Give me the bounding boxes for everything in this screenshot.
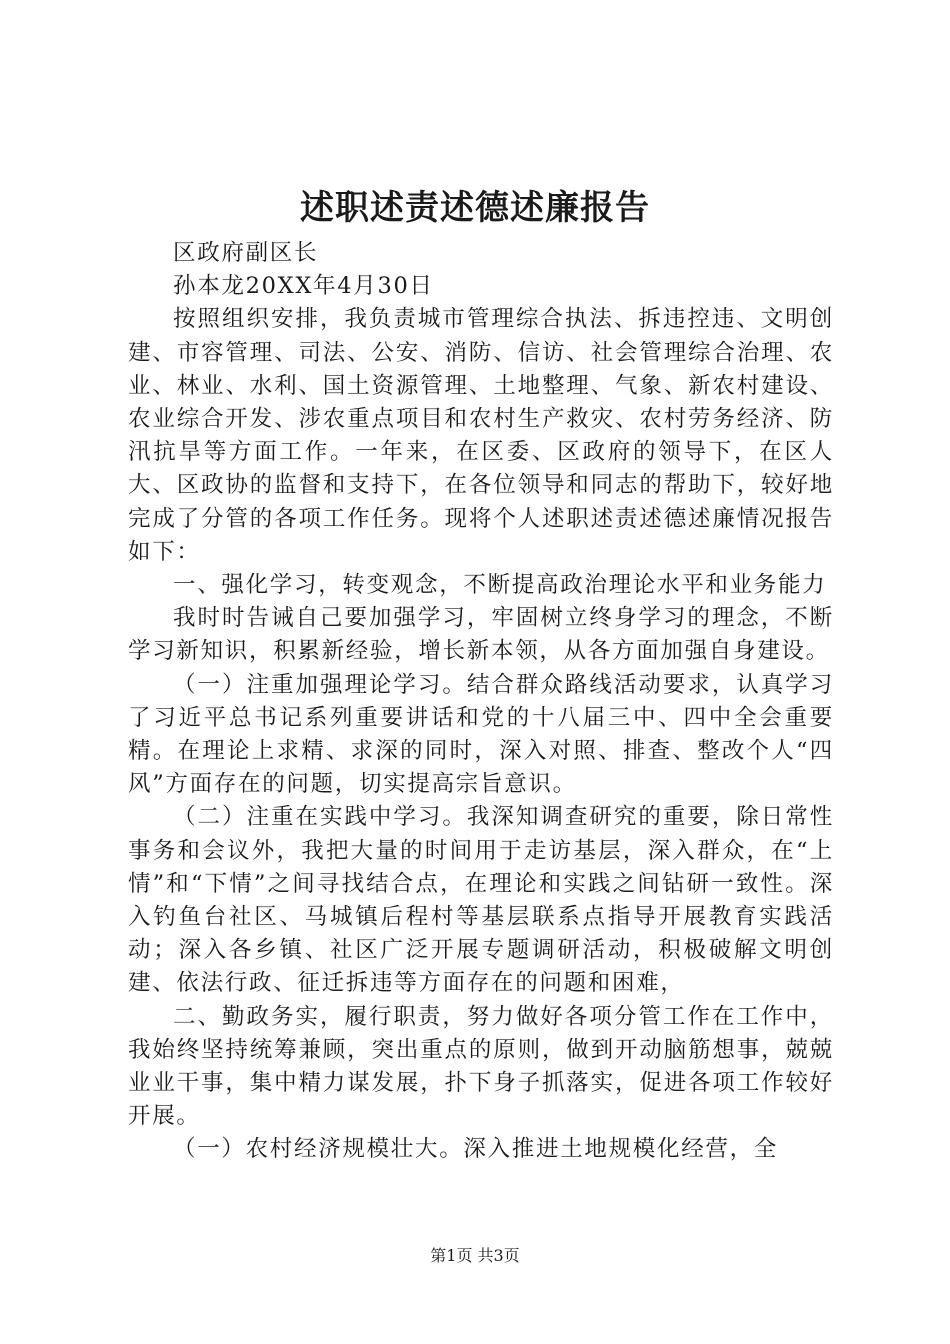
section-heading-2: 二、勤政务实，履行职责，努力做好各项分管工作在工作中，我始终坚持统筹兼顾，突出重点的原则，做到开动脑筋想事，兢兢业业干事，集中精力谋发展，扑下身子抓落实，促进各项工作较好开展。 xyxy=(128,1003,834,1130)
page-footer: 第1页 共3页 xyxy=(430,1246,520,1265)
author-position: 区政府副区长 xyxy=(173,240,319,266)
paragraph-theory-study: （一）注重加强理论学习。结合群众路线活动要求，认真学习了习近平总书记系列重要讲话和党的十八届三中、四中全会重要精。在理论上求精、求深的同时，深入对照、排查、整改个人“四风”方面存在的问题，切实提高宗旨意识。 xyxy=(128,671,834,798)
paragraph-practice-study: （二）注重在实践中学习。我深知调查研究的重要，除日常性事务和会议外，我把大量的时间用于走访基层，深入群众，在“上情”和“下情”之间寻找结合点，在理论和实践之间钻研一致性。深入钓鱼台社区、马城镇后程村等基层联系点指导开展教育实践活动；深入各乡镇、社区广泛开展专题调研活动，积极破解文明创建、依法行政、征迁拆违等方面存在的问题和困难， xyxy=(128,804,834,997)
paragraph-learning: 我时时告诫自己要加强学习，牢固树立终身学习的理念，不断学习新知识，积累新经验，增长新本领，从各方面加强自身建设。 xyxy=(128,605,834,665)
paragraph-rural-economy: （一）农村经济规模壮大。深入推进土地规模化经营，全 xyxy=(173,1136,779,1163)
section-heading-1: 一、强化学习，转变观念，不断提高政治理论水平和业务能力 xyxy=(173,572,827,599)
document-body xyxy=(128,237,834,1167)
paragraph-intro: 按照组织安排，我负责城市管理综合执法、拆违控违、文明创建、市容管理、司法、公安、消防、信访、社会管理综合治理、农业、林业、水利、国土资源管理、土地整理、气象、新农村建设、农业综合开发、涉农重点项目和农村生产救灾、农村劳务经济、防汛抗旱等方面工作。一年来，在区委、区政府的领导下，在区人大、区政协的监督和支持下，在各位领导和同志的帮助下，较好地完成了分管的各项工作任务。现将个人述职述责述德述廉情况报告如下： xyxy=(128,306,834,565)
document-title: 述职述责述德述廉报告 xyxy=(300,188,650,228)
author-date: 孙本龙20XX年4月30日 xyxy=(173,273,434,300)
